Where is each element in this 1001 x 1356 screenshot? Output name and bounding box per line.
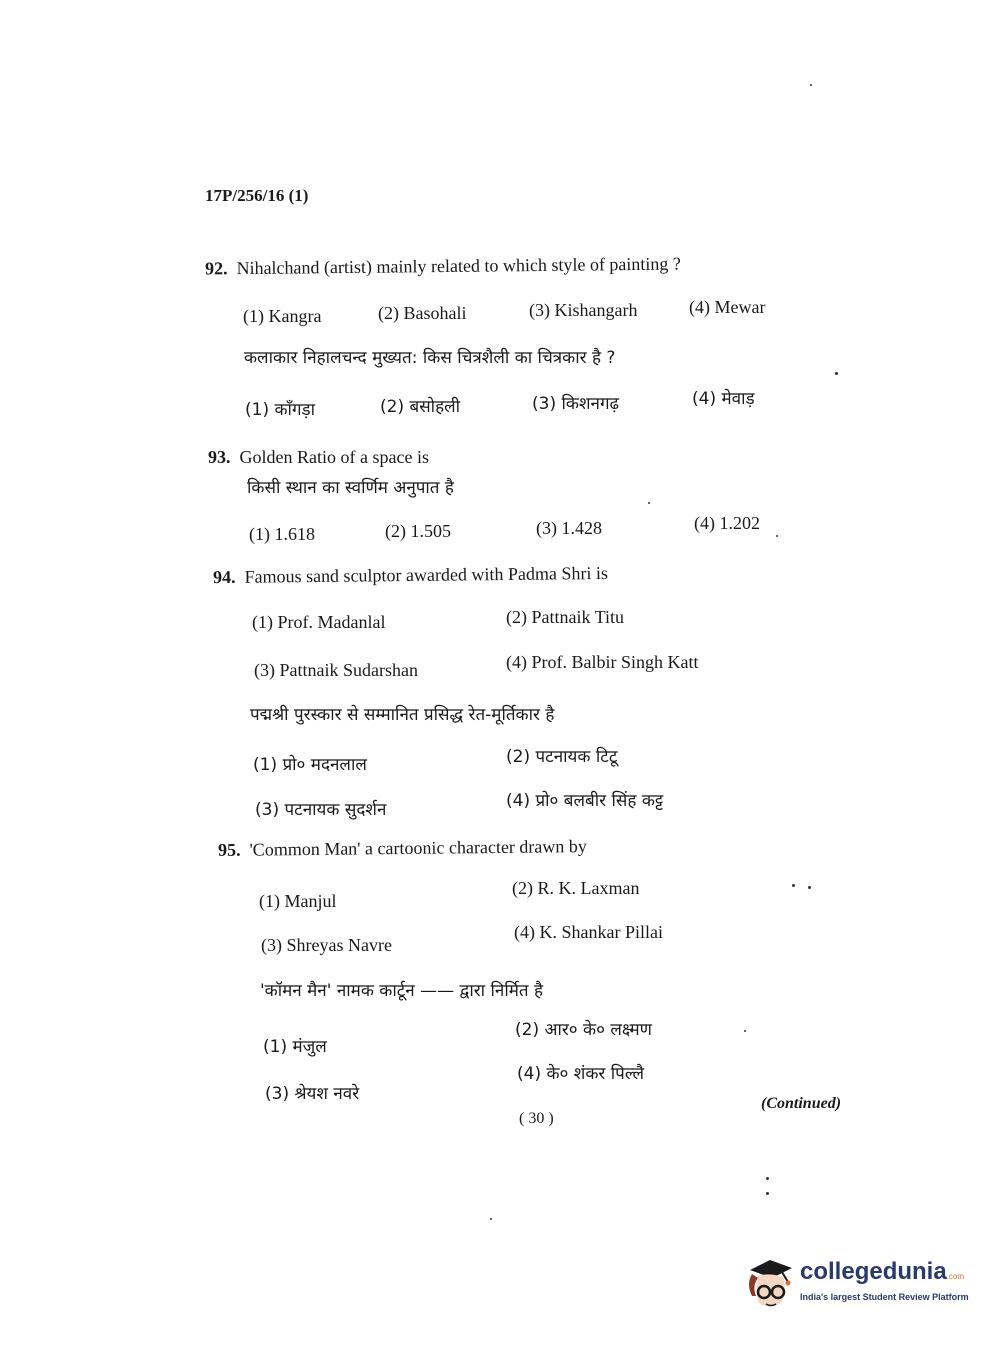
option-hindi: (4) मेवाड़ — [692, 389, 755, 409]
option: (2) 1.505 — [385, 521, 451, 541]
question-text-hindi: किसी स्थान का स्वर्णिम अनुपात है — [247, 478, 454, 498]
question-text: Famous sand sculptor awarded with Padma Shri is — [244, 562, 609, 587]
option: (4) Prof. Balbir Singh Katt — [506, 652, 699, 672]
question-text-hindi: पद्मश्री पुरस्कार से सम्मानित प्रसिद्ध रेत-मूर्तिकार है — [250, 705, 555, 725]
option: (3) Pattnaik Sudarshan — [254, 660, 418, 680]
question-text: Golden Ratio of a space is — [239, 447, 429, 467]
option: (2) Basohali — [378, 303, 467, 323]
brand-tagline: India's largest Student Review Platform — [800, 1292, 969, 1302]
continued-label: (Continued) — [761, 1095, 842, 1112]
paper-code: 17P/256/16 (1) — [205, 186, 309, 205]
question-number: 94. — [212, 566, 236, 588]
option: (1) Kangra — [243, 306, 322, 326]
question-94 — [213, 563, 608, 588]
question-number: 92. — [204, 258, 228, 279]
question-text: 'Common Man' a cartoonic character drawn by — [249, 836, 587, 860]
question-text-hindi: कलाकार निहालचन्द मुख्यत: किस चित्रशैली का चित्रकार है ? — [244, 348, 616, 368]
brand-suffix: .com — [946, 1272, 965, 1281]
option: (1) 1.618 — [249, 524, 315, 544]
option: (4) K. Shankar Pillai — [514, 922, 663, 942]
option: (3) Shreyas Navre — [261, 935, 392, 955]
question-92 — [205, 254, 681, 280]
option: (2) Pattnaik Titu — [506, 607, 625, 627]
option-hindi: (2) बसोहली — [380, 397, 461, 417]
option: (4) 1.202 — [694, 513, 760, 533]
option-hindi: (1) मंजुल — [263, 1037, 327, 1057]
option-hindi: (3) किशनगढ़ — [532, 394, 620, 414]
collegedunia-logo — [742, 1252, 972, 1316]
question-number: 95. — [217, 839, 241, 860]
option-hindi: (1) प्रो० मदनलाल — [253, 755, 367, 775]
mascot-icon — [742, 1252, 798, 1316]
option: (3) 1.428 — [536, 518, 602, 538]
option-hindi: (1) काँगड़ा — [245, 400, 316, 420]
option: (1) Manjul — [259, 891, 337, 911]
option-hindi: (2) आर० के० लक्ष्मण — [515, 1020, 652, 1040]
option: (4) Mewar — [689, 297, 766, 317]
question-text: Nihalchand (artist) mainly related to which style of painting ? — [236, 253, 681, 279]
option-hindi: (3) श्रेयश नवरे — [265, 1084, 360, 1104]
option: (2) R. K. Laxman — [512, 878, 640, 898]
question-number: 93. — [208, 447, 231, 467]
option-hindi: (4) प्रो० बलबीर सिंह कट्ट — [506, 791, 664, 811]
brand-name — [800, 1258, 964, 1286]
question-93 — [208, 447, 429, 468]
option-hindi: (2) पटनायक टिटू — [506, 747, 618, 767]
option: (1) Prof. Madanlal — [252, 612, 386, 632]
option-hindi: (4) के० शंकर पिल्लै — [517, 1064, 645, 1084]
option-hindi: (3) पटनायक सुदर्शन — [255, 800, 387, 820]
page-number: ( 30 ) — [519, 1110, 554, 1127]
option: (3) Kishangarh — [529, 300, 638, 320]
question-text-hindi: 'कॉमन मैन' नामक कार्टून —— द्वारा निर्मित है — [260, 981, 544, 1001]
brand-name-text: collegedunia — [800, 1258, 947, 1285]
question-95 — [218, 836, 587, 861]
